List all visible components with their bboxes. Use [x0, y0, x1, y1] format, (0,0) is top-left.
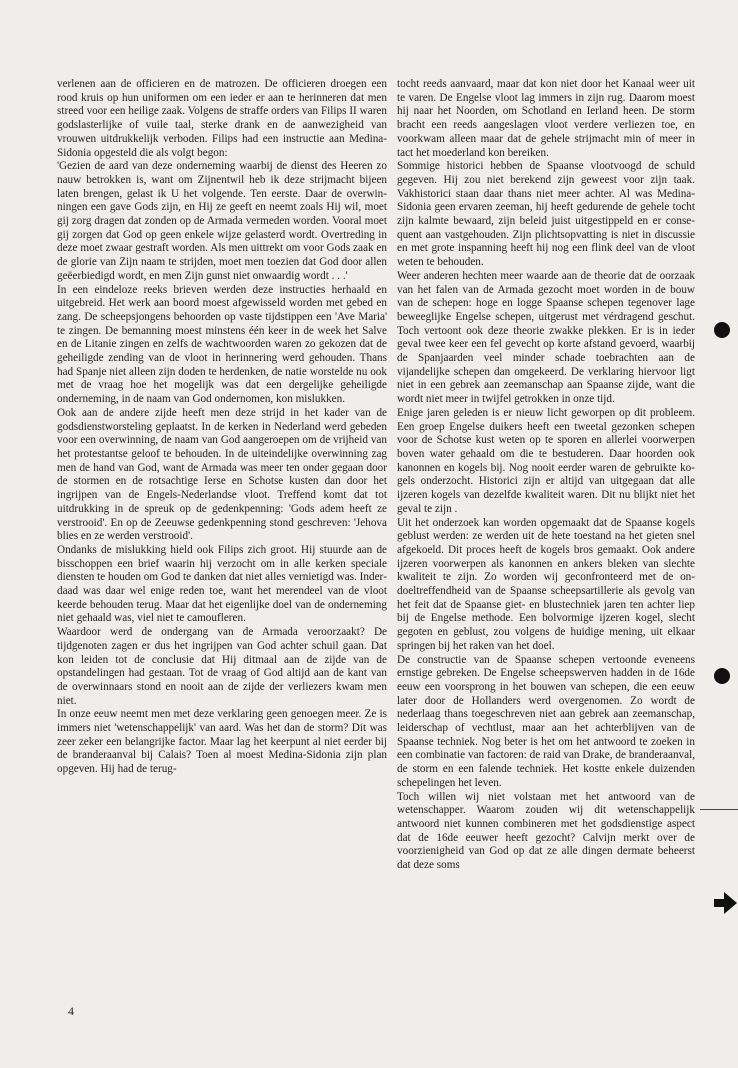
paragraph: Sommige historici hebben de Spaanse vlootvoogd de schuld gegeven. Hij zou niet berekend zijn geweest voor zijn taak. Vakhistorici staan daar thans niet meer achter. Al was Medina-Sidonia geen ervaren zeeman, hij heeft gedurende de gehele tocht zijn kalmte bewaard, zijn beleid juist uitgestippeld en er consequent aan vastgehouden. Zijn plichtsopvatting is niet in discussie en met grote inspanning heeft hij nog een flink deel van de vloot weten te behouden. [397, 160, 695, 269]
left-column [57, 78, 387, 777]
paragraph: Toch willen wij niet volstaan met het antwoord van de wetenschapper. Waarom zouden wij dit wetenschappelijk antwoord niet kunnen combineren met het godsdienstige aspect dat de 16de eeuwer heeft gezocht? Calvijn merkt over de voorzienigheid van God op dat ze alle dingen dermate beheerst dat deze soms [397, 790, 695, 872]
binder-hole-icon [714, 322, 730, 338]
next-page-arrow-icon [712, 890, 738, 916]
paragraph: De constructie van de Spaanse schepen vertoonde eveneens ernstige gebreken. De Engelse scheepswerven hadden in de 16de eeuw een voorsprong in het bouwen van schepen, die een eeuw later door de Hollanders werd overgenomen. Zo wordt de nederlaag thans toegeschreven niet aan gebrek aan zeemanschap, leiderschap of vechtlust, maar aan het achterblijven van de Spaanse techniek. Nog beter is het om het antwoord te zoeken in een combinatie van factoren: de raid van Drake, de branderaanval, de storm en een falende techniek. Het kostte enkele duizenden schepelingen het leven. [397, 653, 695, 789]
binder-hole-icon [714, 668, 730, 684]
paragraph: Ondanks de mislukking hield ook Filips zich groot. Hij stuurde aan de bisschoppen een brief waarin hij verzocht om in alle kerken speciale diensten te houden om God te danken dat niet alles vernietigd was. Inderdaad was daar wel enige reden toe, want het merendeel van de vloot keerde behouden terug. Maar dat het eigenlijke doel van de onderneming niet gehaald was, viel niet te camoufleren. [57, 543, 387, 625]
paragraph: In onze eeuw neemt men met deze verklaring geen genoegen meer. Ze is immers niet 'wetenschappelijk' van aard. Was het dan de storm? Dit was zeer zeker een belangrijke factor. Maar lag het keerpunt al niet eerder bij de branderaanval bij Calais? Toen al moest Medina-Sidonia zijn plan opgeven. Hij had de terug- [57, 708, 387, 776]
paragraph: Waardoor werd de ondergang van de Armada veroorzaakt? De tijdgenoten zagen er dus het ingrijpen van God achter schuil gaan. Dat kon leiden tot de conclusie dat Hij ditmaal aan de zijde van de opstandelingen had gestaan. Tot de vraag of God altijd aan de kant van de overwinnaars stond en nooit aan de zijde der verliezers kwam men niet. [57, 626, 387, 707]
paragraph: Ook aan de andere zijde heeft men deze strijd in het kader van de godsdienstworsteling geplaatst. In de kerken in Nederland werd gebeden voor een overwinning, de naam van God aangeroepen om de vrijheid van het protestantse geloof te behouden. In de uiteindelijke overwinning zag men de hand van God, want de Armada was meer ten onder gegaan door de stormen en de rotsachtige Ierse en Schotse kusten dan door het ingrijpen van de Engels-Nederlandse vloot. Treffend komt dat tot uitdrukking in de spreuk op de gedenkpenning: 'Gods adem heeft ze verstrooid'. En op de Zeeuwse gedenkpenning stond geschreven: 'Jehova blies en ze werden verstrooid'. [57, 406, 387, 543]
page-number: 4 [68, 1004, 74, 1018]
paragraph: 'Gezien de aard van deze onderneming waarbij de dienst des Heeren zo nauw betrokken is, want om Zijnentwil heb ik deze strijmacht bijeen laten brengen, gelast ik U het volgende. Ten eerste. Daar de overwinningen een gave Gods zijn, en Hij ze geeft en neemt zoals Hij wil, moet gij zorg dragen dat zonden op de Armada vermeden worden. Vooral moet gij zorgen dat God op geen enkele wijze gelasterd wordt. Overtreding in deze moet zwaar gestraft worden. Als men uittrekt om voor Gods zaak en de glorie van Zijn naam te strijden, moet men toezien dat God door allen geëerbiedigd wordt, en men Zijn gunst niet onwaardig wordt . . .' [57, 160, 387, 282]
paragraph: Weer anderen hechten meer waarde aan de theorie dat de oorzaak van het falen van de Armada gezocht moet worden in de bouw van de schepen: hoge en logge Spaanse schepen tegenover lage beweeglijke Engelse schepen, uitgerust met vérdragend geschut. Toch vertoont ook deze theorie zwakke plekken. Er is in ieder geval twee keer een fel gevecht op korte afstand gevoerd, waarbij de Spanjaarden veel minder schade toebrachten aan de vijandelijke schepen dan omgekeerd. De verklaring hiervoor ligt niet in een gebrek aan zeemanschap aan Spaanse zijde, want die wordt niet meer in twijfel getrokken in onze tijd. [397, 269, 695, 406]
margin-rule [700, 809, 738, 810]
paragraph: Enige jaren geleden is er nieuw licht geworpen op dit probleem. Een groep Engelse duikers heeft een tweetal gezonken schepen voor de Schotse kust weten op te sporen en allerlei voorwerpen boven water gehaald om die te bestuderen. Daar hoorden ook kanonnen en kogels bij. Nog nooit eerder waren de gebruikte kogels onderzocht. Historici zijn er altijd van uitgegaan dat alle ijzeren kogels van dezelfde kwaliteit waren. Dit nu blijkt niet het geval te zijn . [397, 406, 695, 515]
paragraph: Uit het onderzoek kan worden opgemaakt dat de Spaanse kogels geblust werden: ze werden uit de hete toestand na het gieten snel afgekoeld. Dit proces heeft de kogels bros gemaakt. Ook andere ijzeren voorwerpen als kanonnen en ankers bleken van slechte kwaliteit te zijn. Zo worden wij geconfronteerd met de ondoeltreffendheid van de Spaanse scheepsartillerie als gevolg van het feit dat de Spaanse giet- en blustechniek jaren ten achter liep bij de Engelse methode. Een bolvormige ijzeren kogel, slecht gegoten en geblust, zou volgens de huidige mening, uit elkaar springen bij het raken van het doel. [397, 516, 695, 652]
paragraph: verlenen aan de officieren en de matrozen. De officieren droegen een rood kruis op hun uniformen om een ieder er aan te herinneren dat men streed voor een heilige zaak. Volgens de straffe orders van Filips II waren godslasterlijke of vuile taal, sterke drank en de aanwezigheid van vrouwen uitdrukkelijk verboden. Filips had een instructie aan Medina-Sidonia opgesteld die als volgt begon: [57, 78, 387, 159]
paragraph: tocht reeds aanvaard, maar dat kon niet door het Kanaal weer uit te varen. De Engelse vloot lag immers in zijn rug. Daarom moest hij naar het Noorden, om Schotland en Ierland heen. De storm bracht een reeds aangeslagen vloot verdere verliezen toe, en voorkwam alleen maar dat de gehele strijmacht min of meer in tact het moederland kon bereiken. [397, 78, 695, 159]
paragraph: In een eindeloze reeks brieven werden deze instructies herhaald en uitgebreid. Het werk aan boord moest afgewisseld worden met gebed en zang. De scheepsjongens behoorden op vaste tijdstippen een 'Ave Maria' te zingen. De bemanning moest minstens één keer in de week het Salve en de Litanie zingen en zelfs de wachtwoorden waren zo gekozen dat de geheiligde zending van de vloot in herinnering werd gehouden. Thans had Spanje niet alleen zijn doden te herdenken, de natie worstelde nu ook met de vraag hoe het mogelijk was dat een dergelijke geheiligde onderneming, in de naam van God ondernomen, kon mislukken. [57, 283, 387, 406]
right-column [397, 78, 695, 873]
